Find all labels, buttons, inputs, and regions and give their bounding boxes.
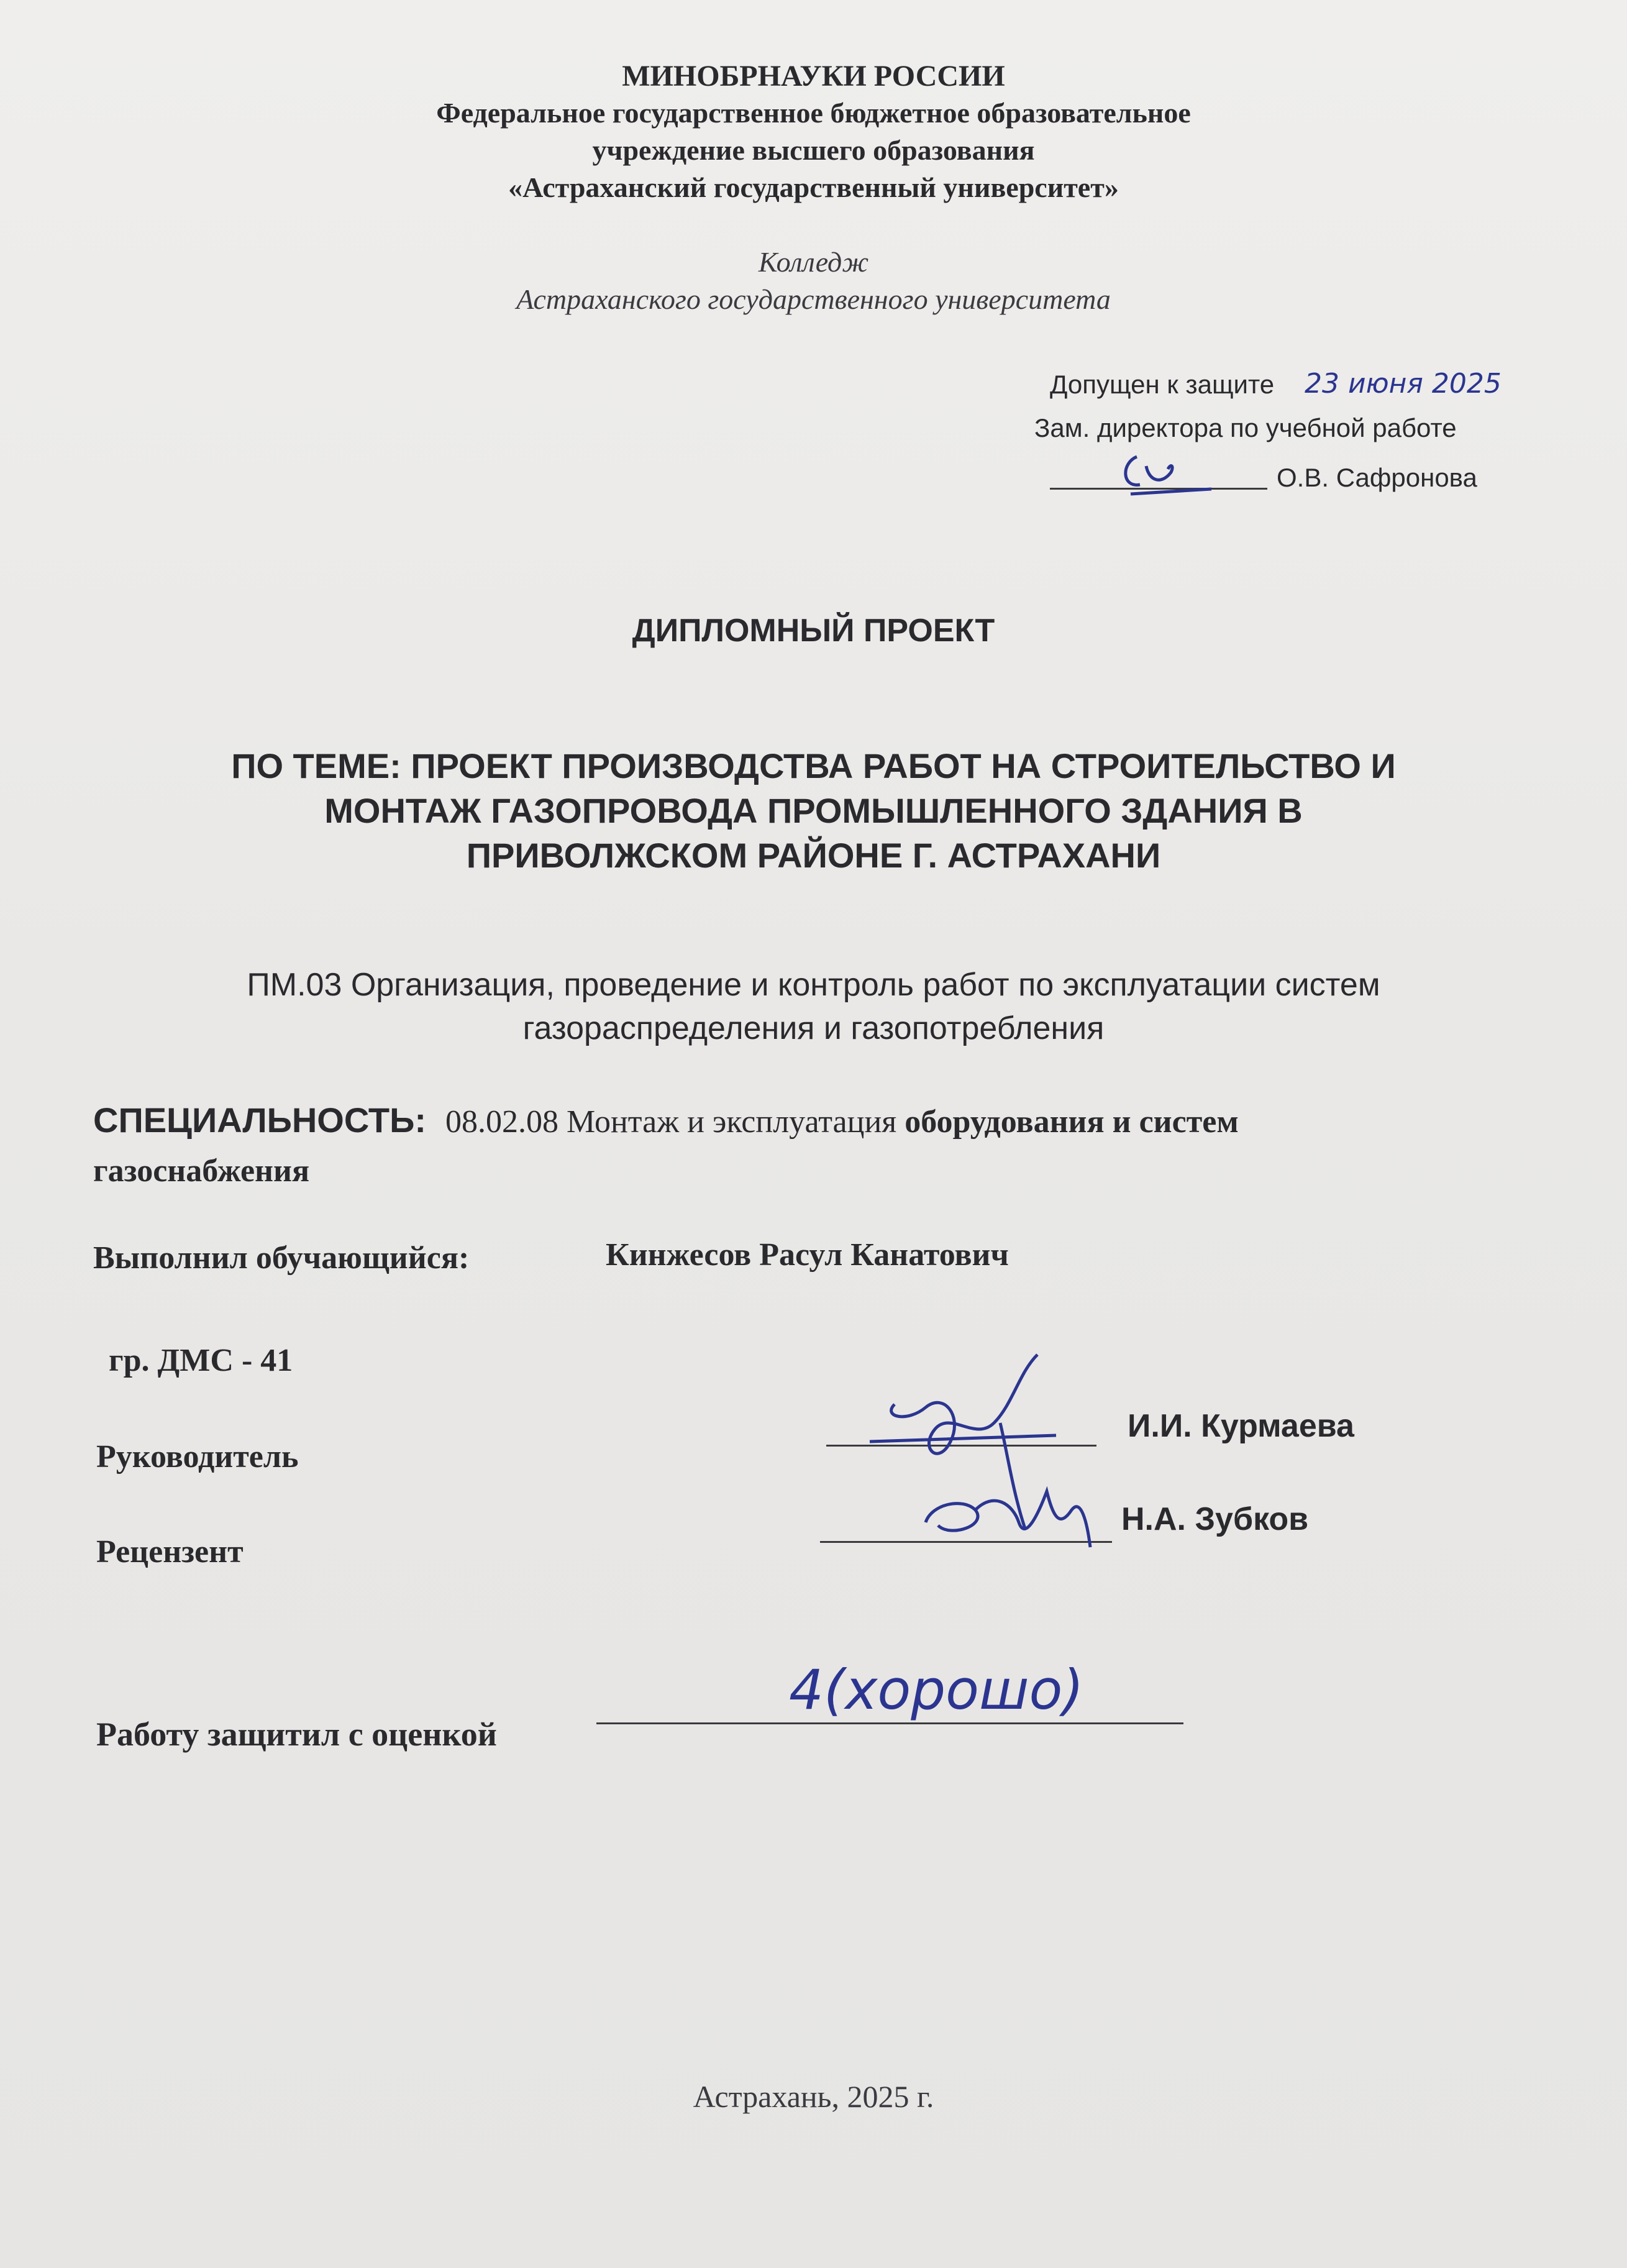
specialty-name-bold: оборудования и систем (905, 1104, 1239, 1140)
student-group: гр. ДМС - 41 (109, 1343, 293, 1378)
document-type: ДИПЛОМНЫЙ ПРОЕКТ (632, 613, 995, 649)
specialty-line-1 (93, 1100, 1239, 1140)
student-name: Кинжесов Расул Канатович (606, 1237, 1009, 1273)
topic-line-2: МОНТАЖ ГАЗОПРОВОДА ПРОМЫШЛЕННОГО ЗДАНИЯ В (324, 791, 1303, 830)
module-line-2: газораспределения и газопотребления (522, 1010, 1105, 1046)
institution-line-2: учреждение высшего образования (592, 134, 1035, 166)
topic-line-3: ПРИВОЛЖСКОМ РАЙОНЕ Г. АСТРАХАНИ (466, 836, 1161, 875)
grade-line (596, 1722, 1183, 1724)
topic-line-1: ПО ТЕМЕ: ПРОЕКТ ПРОИЗВОДСТВА РАБОТ НА СТРОИТЕЛЬСТВО И (231, 746, 1396, 785)
supervisor-label: Руководитель (96, 1439, 299, 1475)
supervisor-name: И.И. Курмаева (1128, 1408, 1354, 1444)
grade-label: Работу защитил с оценкой (96, 1716, 497, 1753)
module-line-1: ПМ.03 Организация, проведение и контроль работ по эксплуатации систем (247, 967, 1380, 1003)
approval-signature (1112, 444, 1224, 500)
college-line-1: Колледж (758, 246, 869, 278)
approval-position: Зам. директора по учебной работе (1034, 413, 1457, 442)
university-name: «Астраханский государственный университет» (508, 171, 1119, 203)
admitted-date-handwritten: 23 июня 2025 (1305, 368, 1502, 400)
reviewer-signature (913, 1466, 1100, 1560)
student-label: Выполнил обучающийся: (93, 1240, 470, 1276)
reviewer-name: Н.А. Зубков (1121, 1501, 1309, 1537)
specialty-line-2: газоснабжения (93, 1153, 310, 1189)
grade-value-handwritten: 4(хорошо) (789, 1658, 1084, 1722)
city-year: Астрахань, 2025 г. (693, 2079, 934, 2114)
reviewer-label: Рецензент (96, 1534, 244, 1570)
specialty-label: СПЕЦИАЛЬНОСТЬ: (93, 1100, 427, 1140)
specialty-code: 08.02.08 Монтаж и эксплуатация (445, 1104, 897, 1140)
admitted-label: Допущен к защите (1050, 370, 1275, 399)
ministry-title: МИНОБРНАУКИ РОССИИ (622, 60, 1005, 93)
institution-line-1: Федеральное государственное бюджетное образовательное (436, 97, 1191, 129)
college-line-2: Астраханского государственного университета (516, 283, 1111, 315)
approval-signer: О.В. Сафронова (1277, 463, 1477, 492)
